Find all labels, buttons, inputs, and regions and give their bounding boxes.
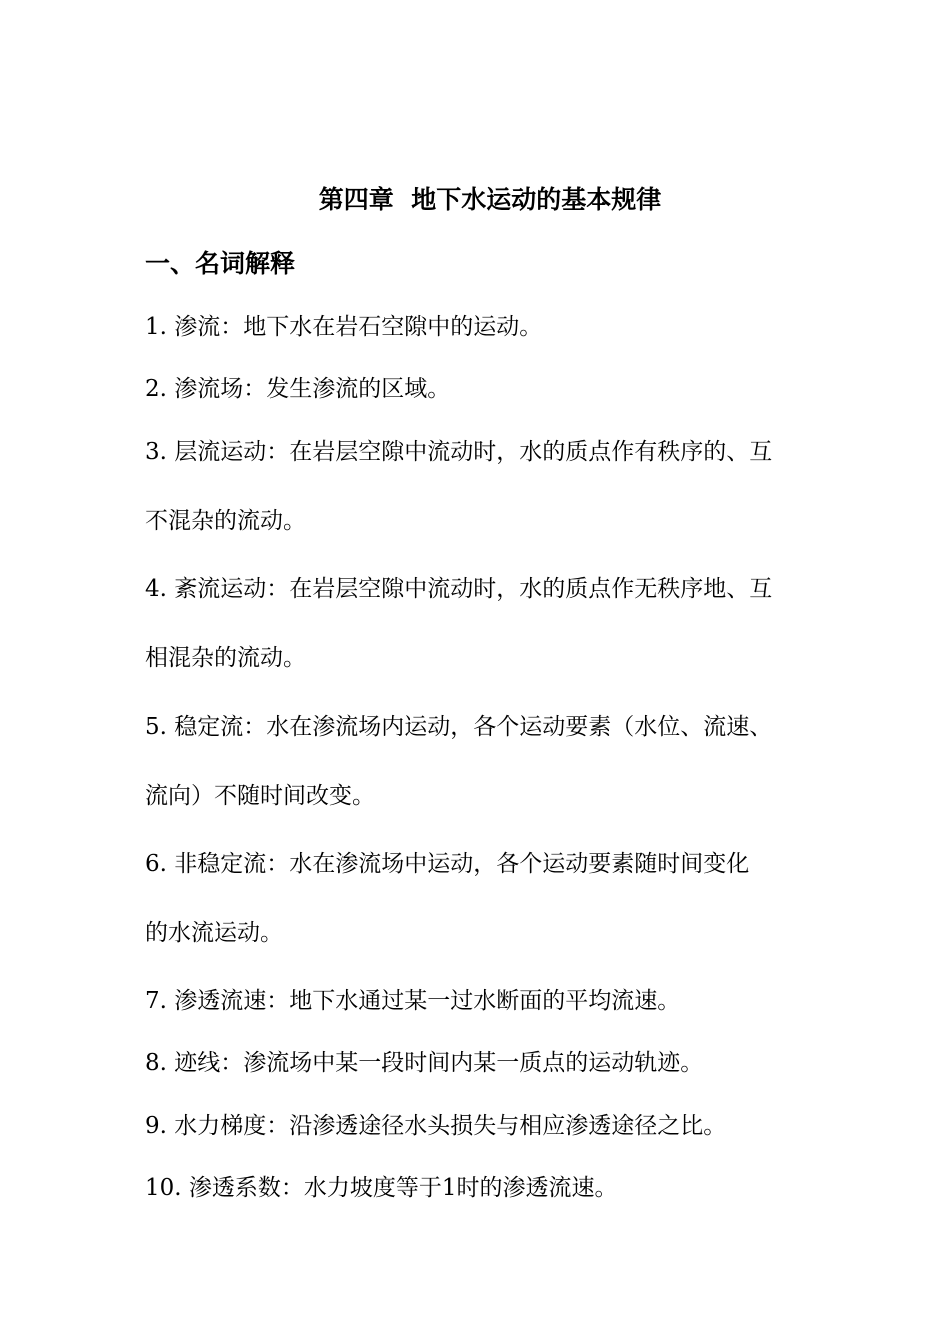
definition-text: 8. 迹线：渗流场中某一段时间内某一质点的运动轨迹。 (145, 1050, 704, 1076)
chapter-title: 第四章 地下水运动的基本规律 (318, 185, 662, 214)
definition-text: 6. 非稳定流：水在渗流场中运动，各个运动要素随时间变化 (145, 851, 750, 877)
definition-text: 4. 紊流运动：在岩层空隙中流动时，水的质点作无秩序地、互 (145, 576, 773, 602)
definition-item-5 (145, 709, 815, 814)
definition-item-10 (145, 1170, 815, 1206)
definition-item-9 (145, 1108, 815, 1144)
definition-item-2 (145, 371, 815, 407)
definition-text-continued: 的水流运动。 (145, 920, 283, 946)
definition-text-continued: 相混杂的流动。 (145, 645, 306, 671)
definition-text: 5. 稳定流：水在渗流场内运动，各个运动要素（水位、流速、 (145, 714, 773, 740)
definition-item-8 (145, 1045, 815, 1081)
definition-item-1 (145, 309, 815, 345)
definition-item-4 (145, 571, 815, 676)
definition-item-7 (145, 983, 815, 1019)
definition-text: 10. 渗透系数：水力坡度等于1时的渗透流速。 (145, 1175, 618, 1201)
definition-text-continued: 流向）不随时间改变。 (145, 783, 375, 809)
definition-text-continued: 不混杂的流动。 (145, 508, 306, 534)
section-heading: 一、名词解释 (145, 249, 296, 278)
definition-text: 9. 水力梯度：沿渗透途径水头损失与相应渗透途径之比。 (145, 1113, 727, 1139)
definition-text: 1. 渗流：地下水在岩石空隙中的运动。 (145, 314, 543, 340)
definition-item-3 (145, 434, 815, 539)
definition-text: 2. 渗流场：发生渗流的区域。 (145, 376, 451, 402)
definition-item-6 (145, 846, 815, 951)
definition-text: 7. 渗透流速：地下水通过某一过水断面的平均流速。 (145, 988, 681, 1014)
definition-text: 3. 层流运动：在岩层空隙中流动时，水的质点作有秩序的、互 (145, 439, 773, 465)
